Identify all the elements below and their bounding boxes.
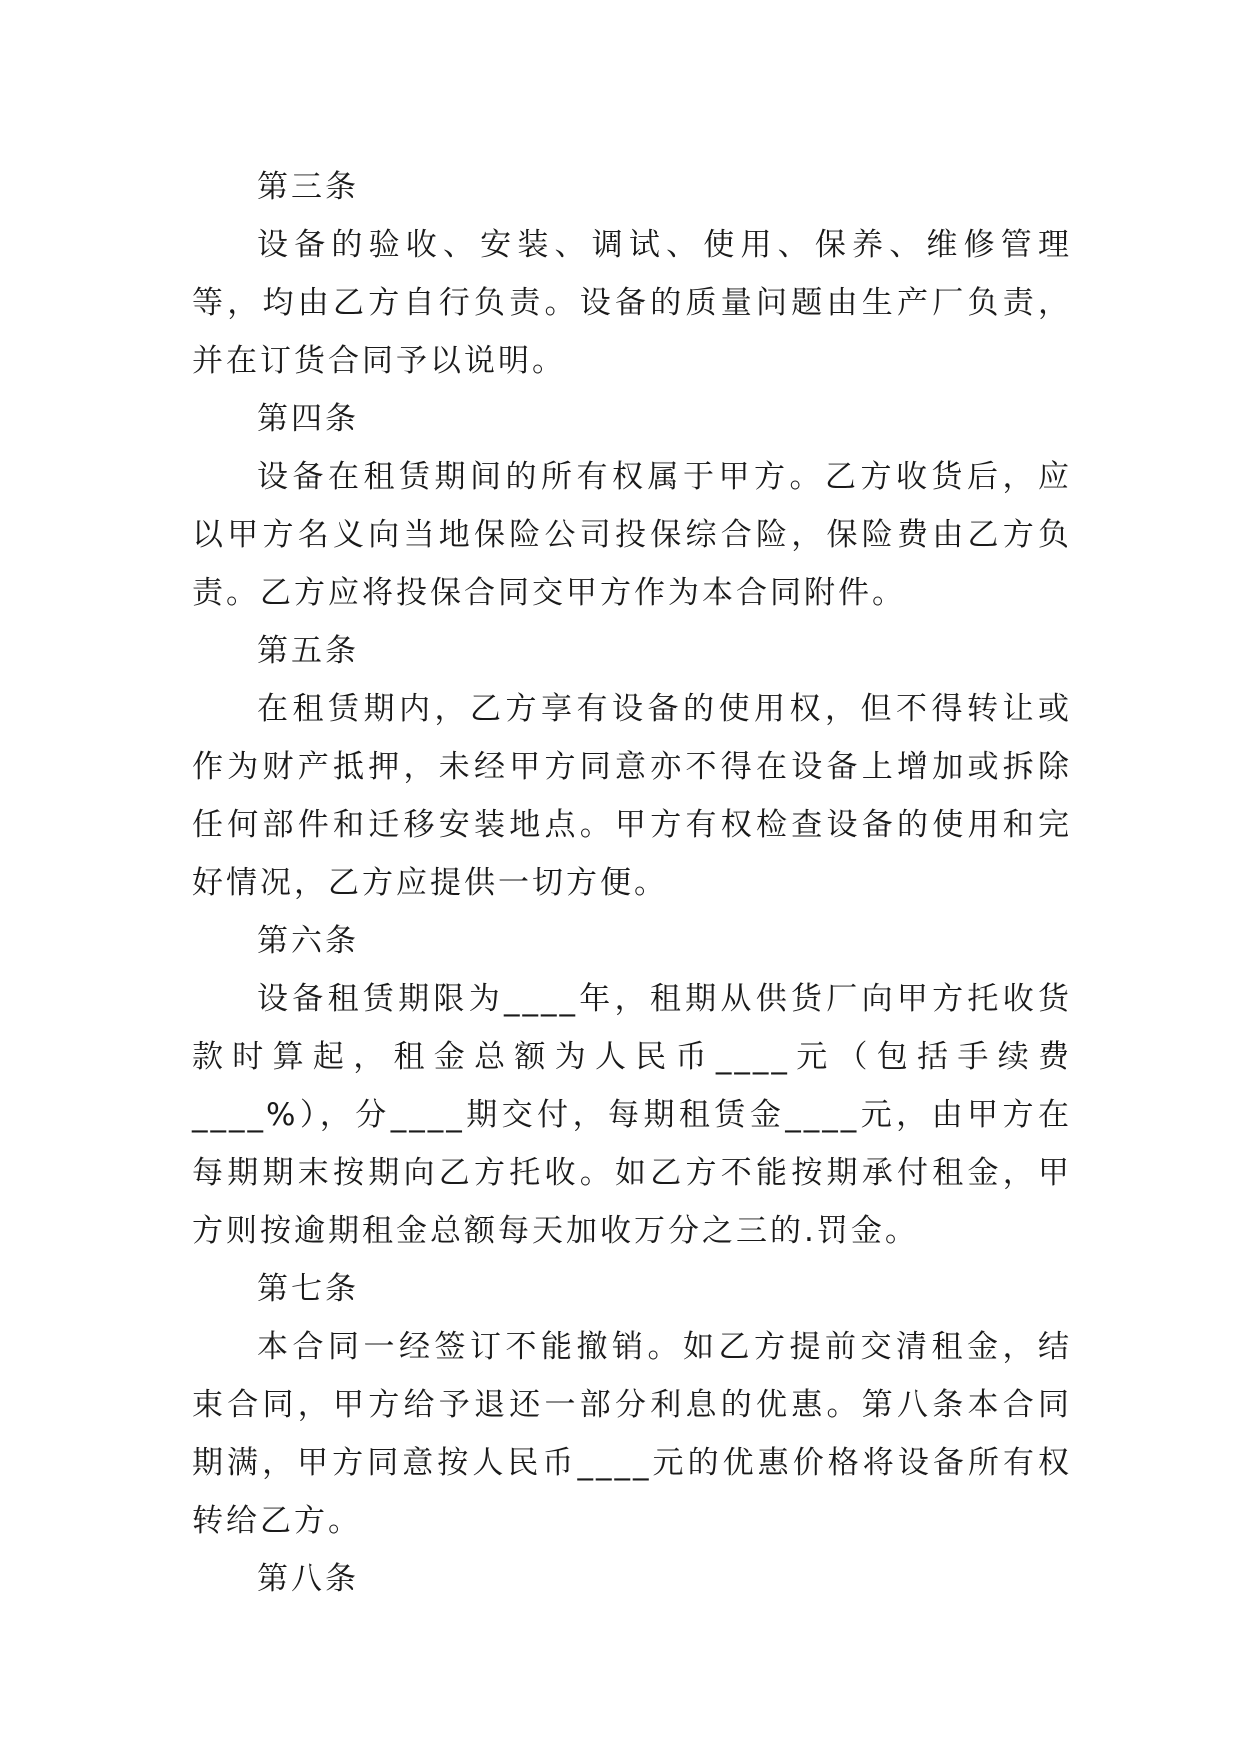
article-4-text: 设备在租赁期间的所有权属于甲方。乙方收货后，应以甲方名义向当地保险公司投保综合险，保险费由乙方负责。乙方应将投保合同交甲方作为本合同附件。 [192,459,1072,611]
article-3-text: 设备的验收、安装、调试、使用、保养、维修管理等，均由乙方自行负责。设备的质量问题由生产厂负责，并在订货合同予以说明。 [192,227,1072,379]
article-5-text: 在租赁期内，乙方享有设备的使用权，但不得转让或作为财产抵押，未经甲方同意亦不得在设备上增加或拆除任何部件和迁移安装地点。甲方有权检查设备的使用和完好情况，乙方应提供一切方便。 [192,691,1072,901]
document-body [192,158,1072,1608]
article-6-text: 设备租赁期限为____年，租期从供货厂向甲方托收货款时算起，租金总额为人民币____元（包括手续费____%），分____期交付，每期租赁金____元，由甲方在每期期末按期向乙方托收。如乙方不能按期承付租金，甲方则按逾期租金总额每天加收万分之三的.罚金。 [192,981,1072,1249]
article-6-heading: 第六条 [257,923,359,959]
article-8-heading: 第八条 [257,1561,359,1597]
article-5-heading: 第五条 [257,633,359,669]
article-7-heading: 第七条 [257,1271,359,1307]
article-7-text: 本合同一经签订不能撤销。如乙方提前交清租金，结束合同，甲方给予退还一部分利息的优惠。第八条本合同期满，甲方同意按人民币____元的优惠价格将设备所有权转给乙方。 [192,1329,1072,1539]
article-4-heading: 第四条 [257,401,359,437]
article-3-heading: 第三条 [257,169,359,205]
